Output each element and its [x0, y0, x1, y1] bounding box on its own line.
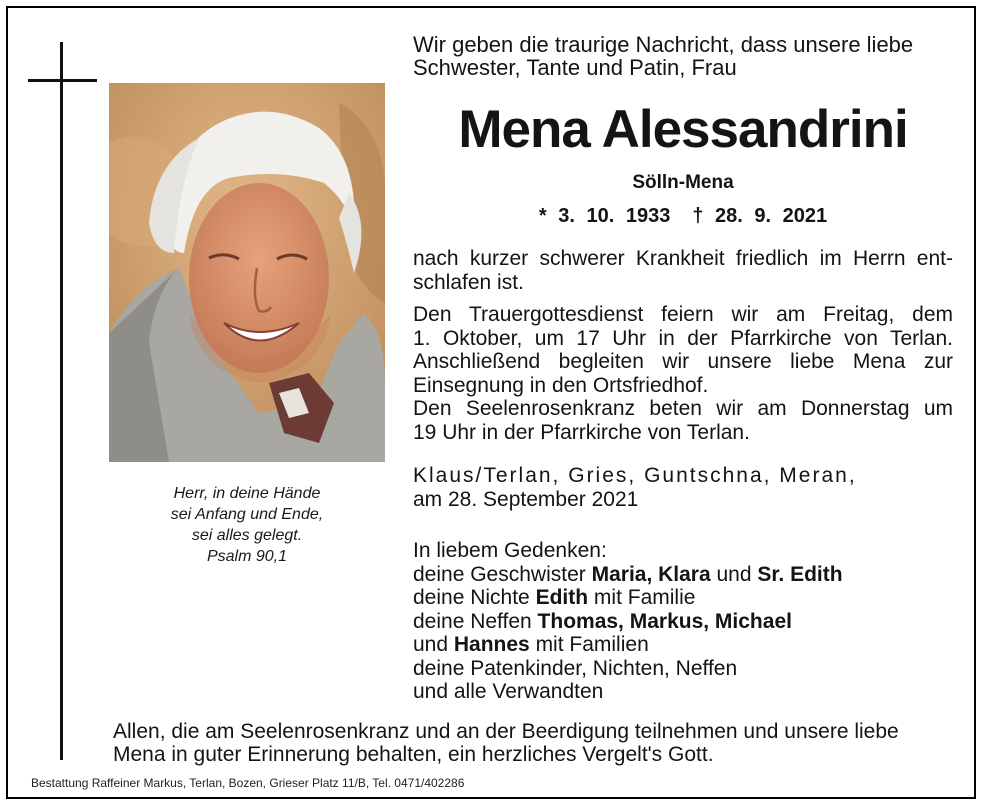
mourner-names: Maria, Klara [591, 562, 711, 586]
mourner-text: deine Neffen [413, 609, 538, 633]
mourners-heading: In liebem Gedenken: [413, 539, 607, 562]
intro-line: Schwester, Tante und Patin, Frau [413, 55, 737, 80]
deceased-nickname: Sölln-Mena [632, 172, 734, 193]
mourner-text: deine Geschwister [413, 562, 592, 586]
quote-line: sei Anfang und Ende, [170, 506, 324, 523]
mourner-text: und [413, 633, 454, 656]
life-dates [413, 204, 953, 228]
mourner-line [413, 586, 953, 610]
intro-line: Wir geben die traurige Nachricht, dass unsere liebe [413, 32, 914, 57]
mourner-line: und alle Verwandten [413, 680, 604, 703]
text-line: schlafen ist. [413, 270, 524, 294]
cross-vertical-bar [60, 42, 63, 760]
bible-quote [109, 483, 385, 567]
deceased-name: Mena Alessandrini [458, 100, 908, 159]
mourner-line [413, 610, 953, 634]
mourner-text: mit Familie [588, 586, 696, 609]
mourner-text: deine Nichte [413, 586, 536, 609]
text-line: 1. Oktober, um 17 Uhr in der Pfarrkirche von Terlan. [413, 326, 953, 350]
portrait-photo [109, 83, 385, 462]
quote-line: sei alles gelegt. [191, 527, 303, 544]
cross-horizontal-bar [28, 79, 97, 82]
birth-date: * 3. 10. 1933 [538, 205, 671, 227]
quote-line: Herr, in deine Hände [173, 485, 321, 502]
text-line: Den Seelenrosenkranz beten wir am Donnerstag um [413, 397, 953, 420]
service-paragraph [413, 303, 953, 444]
announcement-intro [413, 33, 953, 79]
place-date [413, 464, 953, 511]
text-line: nach kurzer schwerer Krankheit friedlich im Herrn ent- [413, 247, 953, 270]
death-date: † 28. 9. 2021 [692, 205, 828, 227]
mourner-text: mit Familien [529, 633, 649, 656]
mourners-list [413, 539, 953, 704]
text-line: 19 Uhr in der Pfarrkirche von Terlan. [413, 420, 750, 444]
mourner-names: Thomas, Markus, Michael [537, 609, 792, 633]
text-line: Den Trauergottesdienst feiern wir am Freitag, dem [413, 303, 953, 326]
mourner-names: Hannes [453, 633, 530, 656]
mourner-line: deine Patenkinder, Nichten, Neffen [413, 656, 738, 680]
mourner-names: Edith [535, 586, 589, 609]
text-line: Anschließend begleiten wir unsere liebe Mena zur [413, 350, 953, 373]
text-line: Allen, die am Seelenrosenkranz und an der Beerdigung teilnehmen und unsere liebe [113, 720, 899, 743]
text-line: Einsegnung in den Ortsfriedhof. [413, 373, 709, 397]
passing-paragraph [413, 247, 953, 294]
text-line: Mena in guter Erinnerung behalten, ein herzliches Vergelt's Gott. [113, 743, 714, 766]
mourner-names: Sr. Edith [757, 562, 843, 586]
date-line: am 28. September 2021 [413, 487, 639, 511]
mourner-line [413, 633, 953, 657]
quote-source: Psalm 90,1 [206, 548, 288, 565]
thanks-paragraph [113, 720, 958, 766]
mourner-line [413, 563, 953, 587]
funeral-home-footer: Bestattung Raffeiner Markus, Terlan, Bozen, Grieser Platz 11/B, Tel. 0471/402286 [31, 776, 465, 790]
mourner-text: und [710, 562, 758, 586]
place-line: Klaus/Terlan, Gries, Guntschna, Meran, [413, 464, 857, 487]
